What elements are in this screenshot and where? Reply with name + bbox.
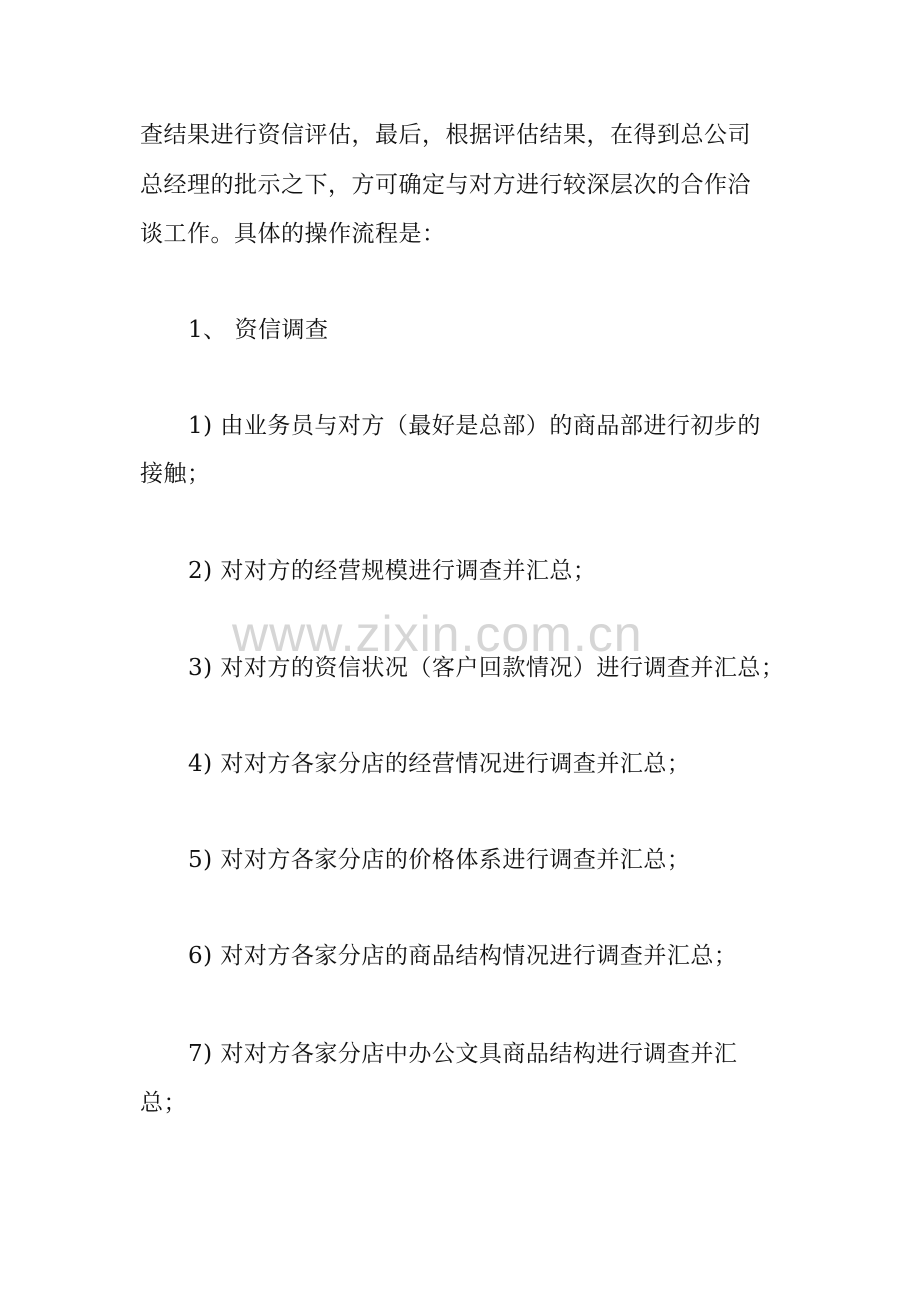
intro-line-1: 查结果进行资信评估，最后，根据评估结果，在得到总公司 (140, 122, 751, 148)
intro-line-3: 谈工作。具体的操作流程是： (140, 221, 446, 247)
list-item-1-continuation: 接触； (140, 461, 211, 487)
section-heading: 1、 资信调查 (188, 317, 329, 343)
list-item-2: 2) 对对方的经营规模进行调查并汇总； (188, 558, 597, 584)
list-item-5: 5) 对对方各家分店的价格体系进行调查并汇总； (188, 847, 691, 873)
list-item-6: 6) 对对方各家分店的商品结构情况进行调查并汇总； (188, 943, 738, 969)
list-item-7: 7) 对对方各家分店中办公文具商品结构进行调查并汇 (188, 1041, 738, 1067)
list-item-1: 1) 由业务员与对方（最好是总部）的商品部进行初步的 (188, 413, 761, 439)
list-item-3: 3) 对对方的资信状况（客户回款情况）进行调查并汇总； (188, 655, 785, 681)
intro-line-2: 总经理的批示之下，方可确定与对方进行较深层次的合作洽 (140, 172, 751, 198)
watermark: www.zixin.com.cn (232, 606, 643, 662)
list-item-7-continuation: 总； (140, 1090, 187, 1116)
list-item-4: 4) 对对方各家分店的经营情况进行调查并汇总； (188, 751, 691, 777)
